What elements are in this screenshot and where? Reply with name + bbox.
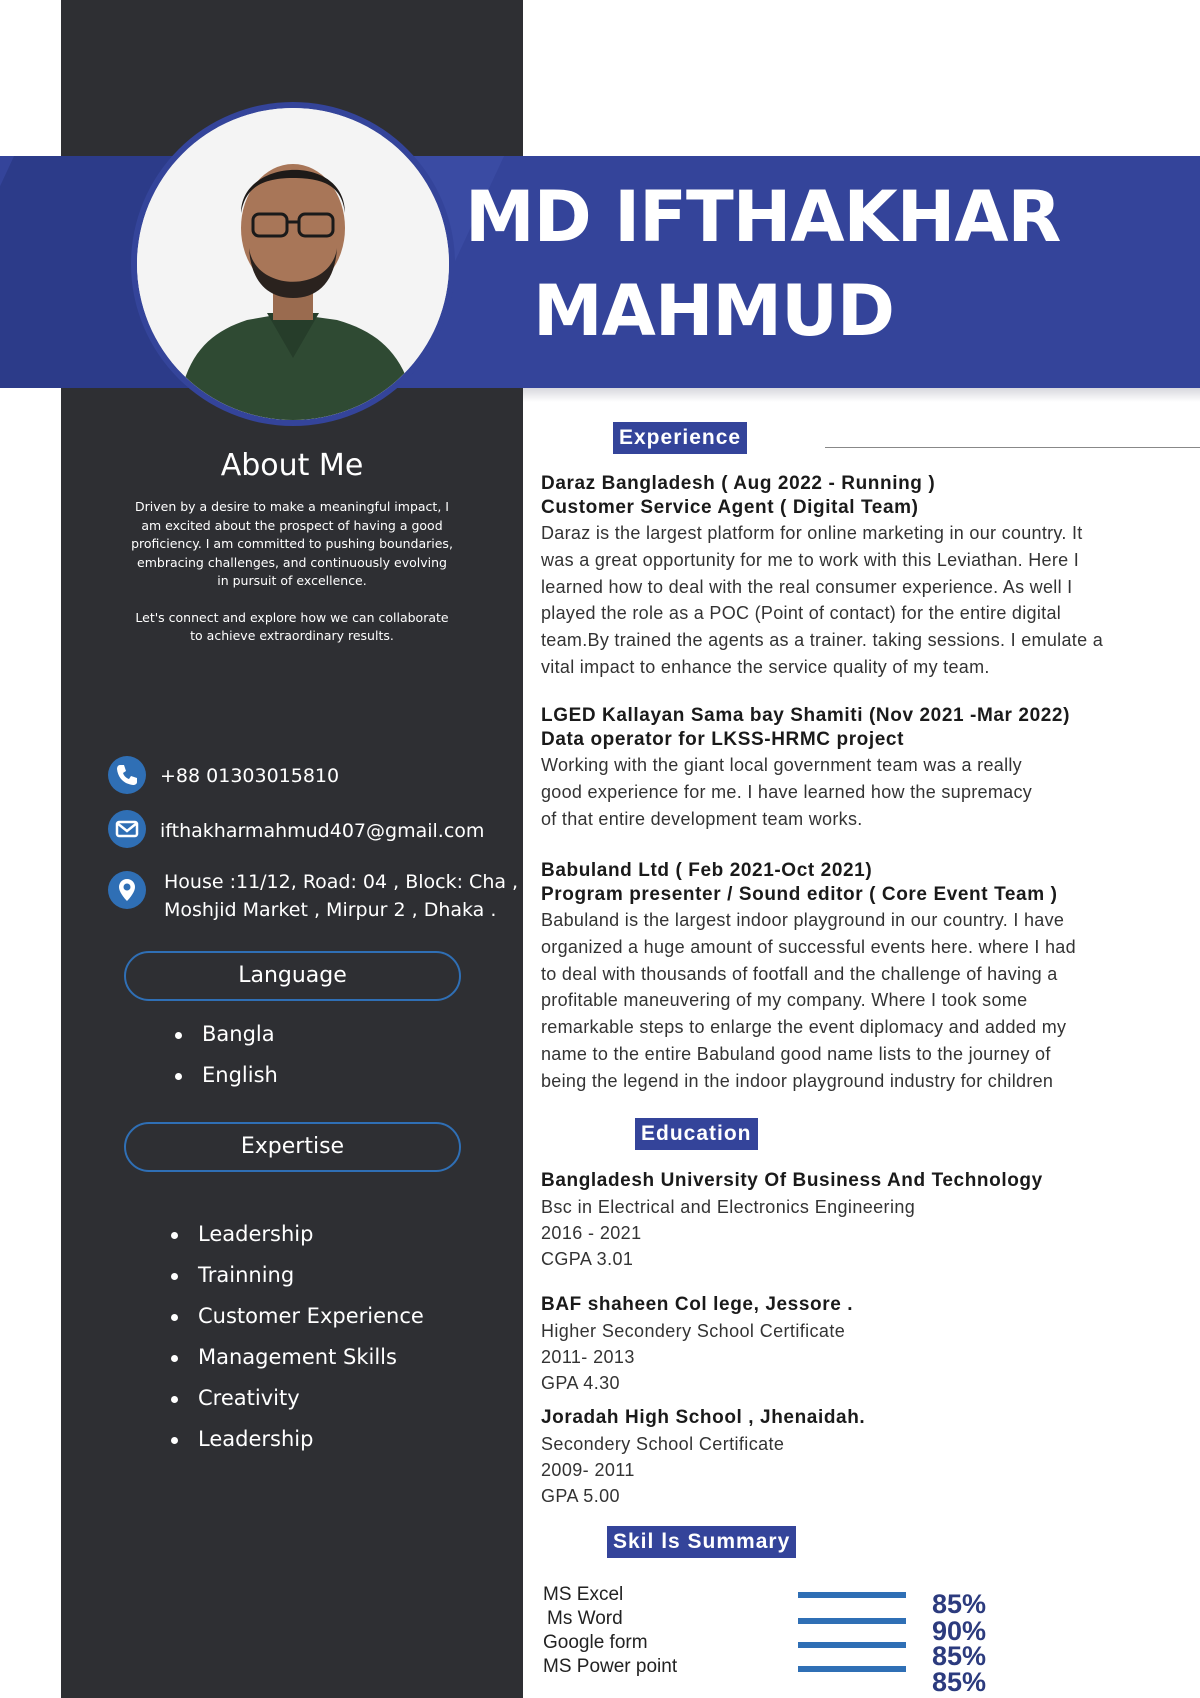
skill-percent: 85% bbox=[932, 1667, 987, 1697]
job-company: LGED Kallayan Sama bay Shamiti (Nov 2021 -Mar 2022) bbox=[541, 705, 1071, 726]
email-address[interactable]: ifthakharmahmud407@gmail.com bbox=[160, 820, 485, 842]
job-role: Program presenter / Sound editor ( Core Event Team ) bbox=[541, 884, 1058, 905]
job-line: was a great opportunity for me to work with this Leviathan. Here I bbox=[541, 549, 1080, 570]
education-degree: Secondery School Certificate bbox=[541, 1434, 785, 1454]
expertise-item: Customer Experience bbox=[171, 1296, 424, 1337]
job-line: to deal with thousands of footfall and the challenge of having a bbox=[541, 963, 1058, 984]
job-line: team.By trained the agents as a trainer. taking sessions. I emulate a bbox=[541, 630, 1103, 651]
language-item: English bbox=[175, 1055, 278, 1096]
language-heading: Language bbox=[124, 951, 461, 1001]
job-company: Daraz Bangladesh ( Aug 2022 - Running ) bbox=[541, 473, 936, 494]
education-grade: GPA 4.30 bbox=[541, 1373, 620, 1393]
skill-percent: 85% bbox=[932, 1641, 987, 1671]
skill-bar bbox=[798, 1592, 906, 1598]
address-line-2: Moshjid Market , Mirpur 2 , Dhaka . bbox=[164, 899, 497, 921]
job-role: Customer Service Agent ( Digital Team) bbox=[541, 497, 919, 518]
job-line: good experience for me. I have learned how the supremacy bbox=[541, 781, 1033, 802]
job-line: name to the entire Babuland good name lists to the journey of bbox=[541, 1043, 1051, 1064]
education-years: 2011- 2013 bbox=[541, 1347, 635, 1367]
banner-shadow bbox=[523, 388, 1200, 402]
about-paragraph-1: Driven by a desire to make a meaningful impact, I am excited about the prospect of having a good proficiency. I am committed to pushing boundaries, embracing challenges, and continuously evolving in pursuit of excellence. bbox=[131, 499, 453, 588]
language-list bbox=[175, 1014, 278, 1096]
education-grade: GPA 5.00 bbox=[541, 1486, 620, 1506]
education-entry bbox=[541, 1292, 1181, 1396]
divider bbox=[825, 447, 1200, 448]
skill-bar bbox=[798, 1642, 906, 1648]
job-line: Working with the giant local government team was a really bbox=[541, 755, 1022, 775]
address-line-1: House :11/12, Road: 04 , Block: Cha , bbox=[164, 871, 519, 893]
experience-heading: Experience bbox=[613, 422, 747, 454]
job-entry bbox=[541, 704, 1181, 832]
skill-label: MS Power point bbox=[543, 1656, 678, 1677]
about-paragraph-2: Let's connect and explore how we can collaborate to achieve extraordinary results. bbox=[135, 609, 449, 643]
expertise-item: Creativity bbox=[171, 1378, 424, 1419]
email-icon bbox=[108, 810, 146, 848]
job-line: Daraz is the largest platform for online marketing in our country. It bbox=[541, 523, 1083, 543]
skills-heading: Skil ls Summary bbox=[607, 1526, 796, 1558]
job-line: played the role as a POC (Point of contact) for the entire digital bbox=[541, 603, 1062, 624]
location-pin-icon bbox=[108, 871, 146, 909]
skill-percent: 85% bbox=[932, 1589, 987, 1619]
job-description bbox=[541, 907, 1181, 1095]
job-line: profitable maneuvering of my company. Where I took some bbox=[541, 990, 1028, 1011]
education-years: 2016 - 2021 bbox=[541, 1223, 642, 1243]
job-company: Babuland Ltd ( Feb 2021-Oct 2021) bbox=[541, 860, 873, 881]
phone-number: +88 01303015810 bbox=[160, 765, 340, 787]
education-grade: CGPA 3.01 bbox=[541, 1249, 634, 1269]
job-line: being the legend in the indoor playground industry for children bbox=[541, 1070, 1054, 1091]
job-description bbox=[541, 520, 1181, 681]
job-line: organized a huge amount of successful events here. where I had bbox=[541, 936, 1076, 957]
education-school: Joradah High School , Jhenaidah. bbox=[541, 1407, 866, 1428]
page-title bbox=[465, 170, 1165, 358]
skill-percent: 90% bbox=[932, 1616, 987, 1646]
phone-icon bbox=[108, 756, 146, 794]
language-item: Bangla bbox=[175, 1014, 278, 1055]
job-entry bbox=[541, 859, 1181, 1095]
job-role: Data operator for LKSS-HRMC project bbox=[541, 729, 905, 750]
job-line: learned how to deal with the real consumer experience. As well I bbox=[541, 576, 1073, 597]
skill-bar bbox=[798, 1666, 906, 1672]
education-school: BAF shaheen Col lege, Jessore . bbox=[541, 1294, 854, 1315]
expertise-heading: Expertise bbox=[124, 1122, 461, 1172]
education-entry bbox=[541, 1168, 1181, 1272]
job-line: vital impact to enhance the service quality of my team. bbox=[541, 656, 990, 677]
profile-photo bbox=[137, 108, 449, 420]
job-entry bbox=[541, 472, 1181, 681]
skill-bar bbox=[798, 1618, 906, 1624]
job-line: remarkable steps to enlarge the event diplomacy and added my bbox=[541, 1017, 1067, 1038]
job-line: of that entire development team works. bbox=[541, 808, 863, 829]
skill-label: Google form bbox=[543, 1632, 648, 1653]
job-line: Babuland is the largest indoor playground in our country. I have bbox=[541, 910, 1065, 930]
about-text bbox=[131, 498, 453, 664]
education-heading: Education bbox=[635, 1118, 758, 1150]
education-degree: Higher Secondery School Certificate bbox=[541, 1321, 846, 1341]
education-school: Bangladesh University Of Business And Technology bbox=[541, 1170, 1043, 1191]
person-portrait-icon bbox=[137, 108, 449, 420]
education-years: 2009- 2011 bbox=[541, 1460, 635, 1480]
about-title: About Me bbox=[220, 448, 364, 483]
skill-label: Ms Word bbox=[547, 1608, 623, 1629]
education-entry bbox=[541, 1405, 1181, 1509]
name-line-1: MD IFTHAKHAR bbox=[465, 176, 1061, 258]
expertise-item: Trainning bbox=[171, 1255, 424, 1296]
skill-label: MS Excel bbox=[543, 1584, 624, 1605]
job-description bbox=[541, 752, 1181, 832]
expertise-item: Leadership bbox=[171, 1214, 424, 1255]
education-degree: Bsc in Electrical and Electronics Engineering bbox=[541, 1197, 916, 1217]
address bbox=[164, 868, 518, 924]
expertise-list bbox=[171, 1214, 424, 1460]
expertise-item: Leadership bbox=[171, 1419, 424, 1460]
expertise-item: Management Skills bbox=[171, 1337, 424, 1378]
name-line-2: MAHMUD bbox=[533, 270, 895, 352]
